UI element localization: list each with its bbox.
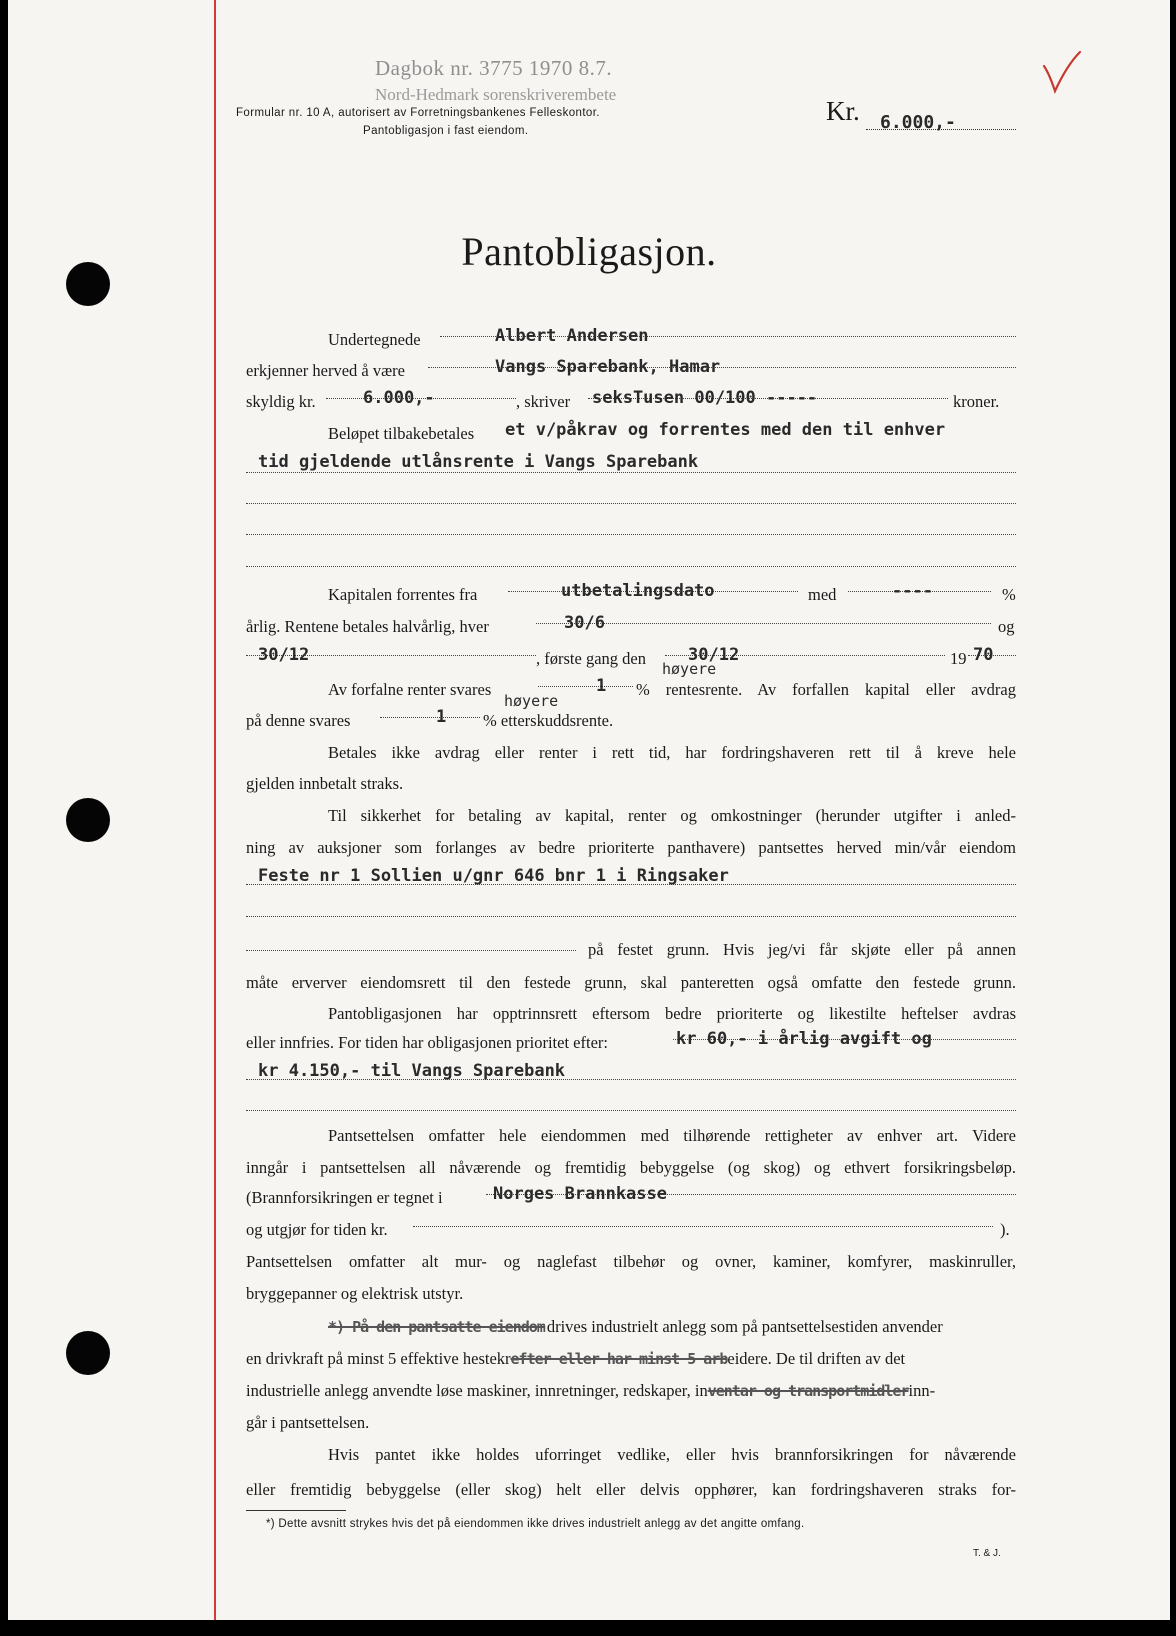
paragraph-default: Betales ikke avdrag eller renter i rett tid, har fordringshaveren rett til å kreve hele — [328, 743, 1016, 762]
prior-encumbrance-cont: kr 4.150,- til Vangs Sparebank — [258, 1061, 566, 1081]
document-title: Pantobligasjon. — [461, 229, 717, 274]
fire-insurance-label: (Brannforsikringen er tegnet i — [246, 1188, 443, 1207]
struck-text: efter eller har minst 5 arb — [510, 1350, 728, 1368]
fill-line — [413, 1226, 993, 1227]
industrial-line-3 — [246, 1381, 935, 1401]
repayment-terms-cont: tid gjeldende utlånsrente i Vangs Sparebank — [258, 452, 699, 472]
pa-denne-label: på denne svares — [246, 711, 351, 730]
registration-office: Nord-Hedmark sorenskriverembete — [375, 85, 617, 104]
skyldig-label: skyldig kr. — [246, 392, 316, 411]
forfalne-label: Av forfalne renter svares — [328, 680, 492, 699]
amount-value: 6.000,- — [880, 112, 956, 133]
industrial-text: inn- — [908, 1381, 936, 1400]
struck-text: ventar og transportmidler — [707, 1382, 909, 1400]
og-label: og — [998, 617, 1015, 636]
fire-insurance-company: Norges Brannkasse — [493, 1184, 667, 1204]
fill-line — [246, 950, 576, 951]
fill-line — [246, 1110, 1016, 1111]
creditor-value: Vangs Sparebank, Hamar — [495, 357, 721, 377]
paragraph-lease-cont: måte erverver eiendomsrett til den festede grunn, skal panteretten også omfatte den festede grunn. — [246, 973, 1016, 992]
insured-amount-label: og utgjør for tiden kr. — [246, 1220, 388, 1239]
industrial-text: en drivkraft på minst 5 effektive hestekr — [246, 1349, 511, 1368]
fill-line — [246, 503, 1016, 504]
repayment-terms: et v/påkrav og forrentes med den til enhver — [505, 420, 946, 440]
paragraph-default-cont: gjelden innbetalt straks. — [246, 774, 404, 793]
registration-stamp: Dagbok nr. 3775 1970 8.7. — [375, 56, 613, 80]
printer-mark: T. & J. — [973, 1548, 1001, 1559]
struck-text: *) På den pantsatte eiendom — [328, 1318, 545, 1336]
prior-encumbrance: kr 60,- i årlig avgift og — [676, 1029, 932, 1049]
paragraph-priority: Pantobligasjonen har opptrinnsrett eftersom bedre prioriterte og likestilte heftelser avdras — [328, 1004, 1016, 1023]
payment-date-1: 30/6 — [564, 613, 605, 633]
fill-line — [246, 472, 1016, 473]
fill-line — [538, 686, 633, 687]
fill-line — [246, 916, 1016, 917]
hoyere-annotation-1: høyere — [662, 660, 717, 678]
year-prefix: 19 — [950, 649, 967, 668]
fill-line — [246, 534, 1016, 535]
etterskudd-text: % etterskuddsrente. — [483, 711, 614, 730]
undertegnede-value: Albert Andersen — [495, 326, 649, 346]
default-rate-value: 1 — [596, 676, 607, 696]
amount-label: Kr. — [826, 96, 860, 126]
med-label: med — [808, 585, 837, 604]
undertegnede-label: Undertegnede — [328, 330, 421, 349]
document-page — [8, 0, 1170, 1620]
rentesrente-text: % rentesrente. Av forfallen kapital eller avdrag — [636, 680, 1016, 699]
industrial-line-2 — [246, 1349, 905, 1369]
erkjenner-label: erkjenner herved å være — [246, 361, 405, 380]
industrial-text: eidere. De til driften av det — [727, 1349, 906, 1368]
kapitalen-label: Kapitalen forrentes fra — [328, 585, 478, 604]
footnote: *) Dette avsnitt strykes hvis det på eiendommen ikke drives industrielt anlegg av det angitte omfang. — [266, 1518, 805, 1530]
property-description: Feste nr 1 Sollien u/gnr 646 bnr 1 i Ringsaker — [258, 866, 729, 886]
paragraph-security-cont: ning av auksjoner som forlanges av bedre prioriterte panthavere) pantsettes herved min/vår eiendom — [246, 838, 1016, 857]
punch-hole — [66, 798, 110, 842]
industrial-line-4: går i pantsettelsen. — [246, 1413, 370, 1432]
first-payment-date: 30/12 — [688, 645, 740, 665]
payment-date-2: 30/12 — [258, 645, 310, 665]
paragraph-lease: på festet grunn. Hvis jeg/vi får skjøte eller på annen — [588, 940, 1016, 959]
industrial-line-1 — [328, 1317, 943, 1337]
interest-from-value: utbetalingsdato — [561, 581, 715, 601]
paragraph-priority-cont: eller innfries. For tiden har obligasjonen prioritet efter: — [246, 1033, 608, 1052]
overdue-capital-rate-value: 1 — [436, 707, 447, 727]
fill-line — [380, 717, 480, 718]
interest-rate-value: ---- — [892, 581, 933, 601]
hoyere-annotation-2: høyere — [504, 692, 559, 710]
percent-sign: % — [1002, 585, 1016, 604]
skyldig-value: 6.000,- — [363, 388, 435, 408]
first-payment-year: 70 — [973, 645, 994, 665]
form-authorization: Formular nr. 10 A, autorisert av Forretningsbankenes Felleskontor. — [236, 107, 600, 119]
industrial-text: drives industrielt anlegg som på pantsettelsestiden anvender — [546, 1317, 943, 1336]
form-subtitle: Pantobligasjon i fast eiendom. — [363, 125, 529, 137]
skriver-label: , skriver — [516, 392, 571, 411]
checkmark-icon — [1042, 50, 1082, 94]
paragraph-fixtures-cont: bryggepanner og elektrisk utstyr. — [246, 1284, 464, 1303]
fill-line — [246, 566, 1016, 567]
paragraph-maintenance: Hvis pantet ikke holdes uforringet vedlike, eller hvis brannforsikringen for nåværende — [328, 1445, 1016, 1464]
industrial-text: industrielle anlegg anvendte løse maskiner, innretninger, redskaper, in — [246, 1381, 708, 1400]
skriver-value: seksTusen 00/100 ----- — [592, 388, 818, 408]
forste-label: , første gang den — [536, 649, 646, 668]
paragraph-scope: Pantsettelsen omfatter hele eiendommen med tilhørende rettigheter av enhver art. Videre — [328, 1126, 1016, 1145]
paragraph-fixtures: Pantsettelsen omfatter alt mur- og naglefast tilbehør og ovner, kaminer, komfyrer, maskinruller, — [246, 1252, 1016, 1271]
paragraph-security: Til sikkerhet for betaling av kapital, renter og omkostninger (herunder utgifter i anled- — [328, 806, 1016, 825]
punch-hole — [66, 1331, 110, 1375]
footnote-rule — [246, 1510, 346, 1511]
paragraph-scope-cont: inngår i pantsettelsen all nåværende og fremtidig bebyggelse (og skog) og ethvert forsikringsbeløp. — [246, 1158, 1016, 1177]
arlig-label: årlig. Rentene betales halvårlig, hver — [246, 617, 489, 636]
belopet-label: Beløpet tilbakebetales — [328, 424, 475, 443]
insured-amount-close: ). — [1000, 1220, 1010, 1239]
kroner-label: kroner. — [953, 392, 1000, 411]
paragraph-maintenance-cont: eller fremtidig bebyggelse (eller skog) helt eller delvis opphører, kan fordringshaveren straks for- — [246, 1480, 1016, 1499]
